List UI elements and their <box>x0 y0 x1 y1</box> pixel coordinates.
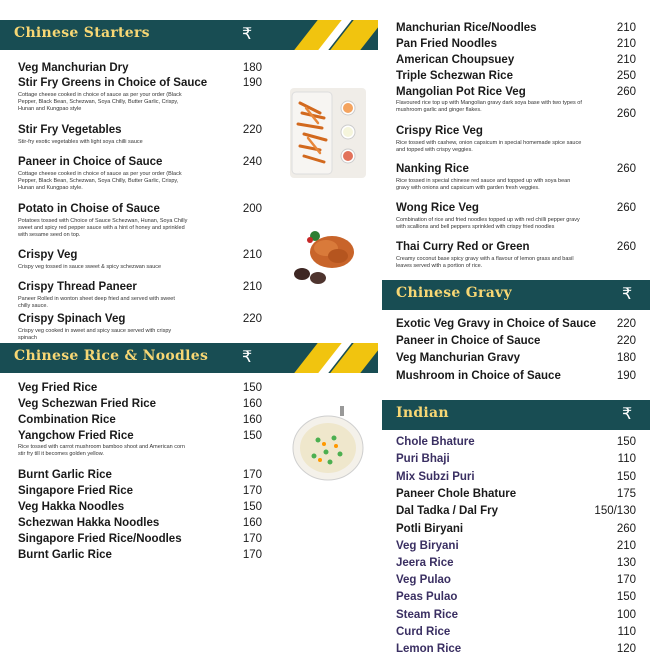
menu-item-price: 110 <box>617 626 636 638</box>
menu-item-name: Mix Subzi Puri <box>396 471 475 483</box>
menu-item-name: Paneer in Choice of Sauce <box>396 335 541 347</box>
menu-item-price: 120 <box>616 643 636 655</box>
menu-item-description: Cottage cheese cooked in choice of sauce as per your order (Black Pepper, Black Bean, Schezwan, Soya Chilly, Butter Garlic, Crispy, Hunan and Kungpao style <box>18 92 182 112</box>
menu-item-name: Paneer in Choice of Sauce <box>18 156 163 168</box>
banner-indian <box>382 400 650 430</box>
rupee-icon: ₹ <box>622 284 633 303</box>
menu-item-description: Crispy veg cooked in sweet and spicy sauce served with crispy spinach <box>18 328 172 341</box>
menu-item-description: Combination of rice and fried noodles topped up with red chilli pepper gravy with scallions and bell peppers sprinkled with crispy fried noodles <box>396 217 580 230</box>
menu-item-price: 260 <box>616 241 636 253</box>
menu-item-description: Cottage cheese cooked in choice of sauce as per your order (Black Pepper, Black Bean, Schezwan, Soya Chilly, Butter Garlic, Crispy, Hunan and Kungpao style. <box>18 171 182 191</box>
menu-item-name: Singapore Fried Rice <box>18 485 134 497</box>
menu-item-name: Pan Fried Noodles <box>396 38 497 50</box>
menu-item-price: 260 <box>616 108 636 120</box>
menu-item-price: 190 <box>616 370 636 382</box>
section-title: Chinese Starters <box>14 25 150 41</box>
menu-item-price: 180 <box>242 62 262 74</box>
menu-item-name: Veg Biryani <box>396 540 459 552</box>
menu-item-price: 170 <box>242 533 262 545</box>
menu-item-price: 220 <box>242 313 262 325</box>
menu-item-price: 200 <box>242 203 262 215</box>
menu-item-name: Veg Manchurian Gravy <box>396 352 520 364</box>
menu-item-name: Crispy Veg <box>18 249 78 261</box>
menu-item-name: Burnt Garlic Rice <box>18 469 112 481</box>
menu-item-price: 210 <box>242 249 262 261</box>
menu-item-price: 150/130 <box>594 505 636 517</box>
menu-item-price: 150 <box>242 382 262 394</box>
menu-item-name: Steam Rice <box>396 609 459 621</box>
menu-item-name: Triple Schezwan Rice <box>396 70 513 82</box>
menu-item-name: Dal Tadka / Dal Fry <box>396 505 499 517</box>
menu-item-price: 110 <box>617 453 636 465</box>
menu-item-name: Stir Fry Greens in Choice of Sauce <box>18 77 208 89</box>
section-title: Chinese Rice & Noodles <box>14 348 209 364</box>
menu-item-name: Crispy Spinach Veg <box>18 313 126 325</box>
menu-item-name: Stir Fry Vegetables <box>18 124 122 136</box>
section-title: Chinese Gravy <box>396 285 512 301</box>
menu-item-description: Rice tossed in special chinese red sauce and topped up with soya bean gravy with onions and capsicum with garden fresh veggies. <box>396 178 571 191</box>
rupee-icon: ₹ <box>242 347 253 366</box>
menu-item-description: Stir-fry exotic vegetables with light soya chilli sauce <box>18 139 143 145</box>
rupee-icon: ₹ <box>622 404 633 423</box>
menu-item-name: American Choupsuey <box>396 54 515 66</box>
menu-item-name: Exotic Veg Gravy in Choice of Sauce <box>396 318 597 330</box>
menu-item-name: Crispy Thread Paneer <box>18 281 137 293</box>
menu-item-price: 210 <box>616 540 636 552</box>
menu-item-price: 170 <box>242 485 262 497</box>
menu-item-name: Veg Schezwan Fried Rice <box>18 398 157 410</box>
menu-item-name: Veg Manchurian Dry <box>18 62 129 74</box>
menu-item-price: 170 <box>242 549 262 561</box>
menu-item-price: 220 <box>242 124 262 136</box>
banner-chinese-starters <box>0 20 378 50</box>
menu-item-price: 160 <box>242 398 262 410</box>
menu-item-name: Combination Rice <box>18 414 116 426</box>
starters-fries-photo <box>290 88 366 178</box>
menu-item-price: 170 <box>242 469 262 481</box>
menu-item-price: 260 <box>616 202 636 214</box>
menu-item-name: Jeera Rice <box>396 557 454 569</box>
menu-item-price: 150 <box>242 501 262 513</box>
fried-rice-photo <box>290 400 366 488</box>
fried-rice-image <box>290 400 366 488</box>
menu-item-price: 210 <box>616 22 636 34</box>
menu-item-description: Potatoes tossed with Choice of Sauce Schezwan, Hunan, Soya Chilly sweet and spicy red pepper sauce with a hint of honey and sprinkled with sesame seed on top. <box>18 218 188 238</box>
menu-item-name: Potli Biryani <box>396 523 464 535</box>
menu-item-price: 150 <box>616 471 636 483</box>
menu-item-price: 160 <box>242 517 262 529</box>
menu-item-description: Crispy veg tossed in sauce sweet & spicy schezwan sauce <box>18 264 162 270</box>
menu-item-price: 160 <box>242 414 262 426</box>
menu-item-name: Thai Curry Red or Green <box>396 241 530 253</box>
menu-item-name: Manchurian Rice/Noodles <box>396 22 537 34</box>
menu-item-name: Mushroom in Choice of Sauce <box>396 370 561 382</box>
rupee-icon: ₹ <box>242 24 253 43</box>
banner-chinese-gravy <box>382 280 650 310</box>
menu-item-price: 210 <box>242 281 262 293</box>
menu-item-description: Paneer Rolled in wonton sheet deep fried and served with sweet chilly sauce. <box>18 296 175 309</box>
menu-item-price: 190 <box>242 77 262 89</box>
menu-item-price: 210 <box>616 54 636 66</box>
banner-chinese-rice-noodles <box>0 343 378 373</box>
menu-item-name: Singapore Fried Rice/Noodles <box>18 533 182 545</box>
menu-item-price: 220 <box>616 318 636 330</box>
fries-plate-image <box>290 88 366 178</box>
menu-item-price: 130 <box>616 557 636 569</box>
menu-item-price: 175 <box>616 488 636 500</box>
menu-item-name: Yangchow Fried Rice <box>18 430 134 442</box>
menu-item-name: Veg Hakka Noodles <box>18 501 125 513</box>
menu-item-price: 170 <box>616 574 636 586</box>
menu-item-name: Mangolian Pot Rice Veg <box>396 86 526 98</box>
menu-item-price: 250 <box>616 70 636 82</box>
menu-item-name: Peas Pulao <box>396 591 458 603</box>
menu-item-name: Curd Rice <box>396 626 451 638</box>
menu-item-price: 240 <box>242 156 262 168</box>
menu-item-name: Chole Bhature <box>396 436 475 448</box>
top-right-header-fragment <box>382 0 650 14</box>
menu-item-name: Veg Fried Rice <box>18 382 98 394</box>
menu-item-description: Rice tossed with cashew, onion capsicum in special homemade spice sauce and topped with crispy veggies. <box>396 140 582 153</box>
menu-item-price: 180 <box>616 352 636 364</box>
menu-item-name: Schezwan Hakka Noodles <box>18 517 160 529</box>
menu-item-name: Nanking Rice <box>396 163 469 175</box>
menu-item-description: Rice tossed with carrot mushroom bamboo shoot and American corn stir fry till it becomes golden yellow. <box>18 444 185 457</box>
menu-item-price: 220 <box>616 335 636 347</box>
crispy-veg-photo <box>290 216 366 290</box>
menu-item-price: 150 <box>616 436 636 448</box>
menu-item-name: Paneer Chole Bhature <box>396 488 517 500</box>
menu-item-name: Wong Rice Veg <box>396 202 479 214</box>
menu-item-name: Puri Bhaji <box>396 453 450 465</box>
menu-item-description: Creamy coconut base spicy gravy with a flavour of lemon grass and basil leaves served with a portion of rice. <box>396 256 574 269</box>
menu-item-name: Burnt Garlic Rice <box>18 549 112 561</box>
menu-item-price: 210 <box>616 38 636 50</box>
section-title: Indian <box>396 405 449 421</box>
menu-item-name: Veg Pulao <box>396 574 451 586</box>
menu-item-name: Crispy Rice Veg <box>396 125 483 137</box>
menu-item-price: 100 <box>616 609 636 621</box>
menu-item-price: 150 <box>616 591 636 603</box>
menu-item-name: Lemon Rice <box>396 643 462 655</box>
menu-item-price: 260 <box>616 163 636 175</box>
menu-item-price: 260 <box>616 86 636 98</box>
menu-item-name: Potato in Choise of Sauce <box>18 203 160 215</box>
menu-item-description: Flavoured rice top up with Mangolian gravy dark soya base with two types of mushroom garlic and ginger flakes. <box>396 100 582 113</box>
menu-item-price: 260 <box>616 523 636 535</box>
menu-item-price: 150 <box>242 430 262 442</box>
crispy-veg-image <box>290 216 366 290</box>
